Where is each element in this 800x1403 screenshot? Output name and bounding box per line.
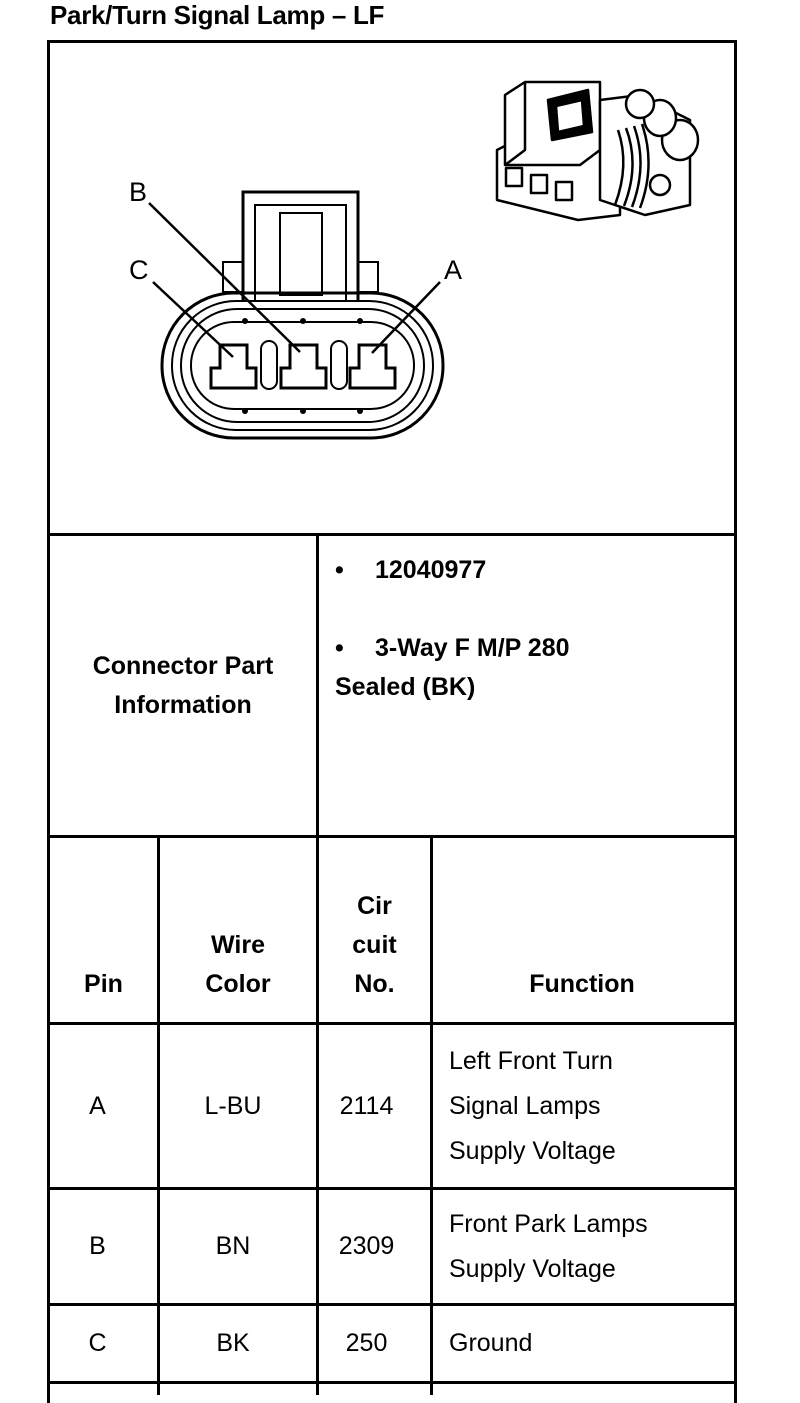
header-circuit-no: Cir cuit No. (352, 892, 397, 998)
pin-label-c: C (129, 255, 149, 285)
divider (47, 1381, 737, 1384)
table-cell-pin: A (89, 1091, 106, 1120)
table-cell-function: Ground (449, 1329, 533, 1357)
table-cell-pin: B (89, 1232, 106, 1260)
header-pin: Pin (84, 970, 123, 998)
connector-part-info-label: Connector Part Information (92, 651, 274, 719)
page-title: Park/Turn Signal Lamp – LF (50, 0, 385, 30)
table-cell-wire-color: BK (216, 1329, 250, 1357)
table-cell-circuit: 250 (345, 1329, 388, 1357)
table-cell-pin: C (88, 1329, 107, 1357)
table-cell-wire-color: L-BU (204, 1091, 262, 1120)
header-wire-color: Wire Color (205, 931, 271, 998)
pin-label-a: A (444, 255, 463, 285)
part-number: • 12040977 (335, 556, 487, 584)
connector-diagram (50, 43, 730, 533)
table-cell-circuit: 2114 (339, 1091, 394, 1120)
header-function: Function (529, 970, 635, 998)
connector-face-drawing (162, 192, 443, 438)
table-cell-circuit: 2309 (338, 1232, 395, 1260)
table-cell-wire-color: BN (215, 1232, 251, 1260)
connector-3d-drawing (497, 82, 698, 220)
table-cell-function: Left Front Turn Signal Lamps Supply Voltage (449, 1046, 616, 1165)
connector-description: • 3-Way F M/P 280 Sealed (BK) (335, 634, 570, 701)
divider (316, 533, 319, 838)
pin-label-b: B (129, 177, 148, 207)
table-cell-function: Front Park Lamps Supply Voltage (449, 1209, 648, 1283)
